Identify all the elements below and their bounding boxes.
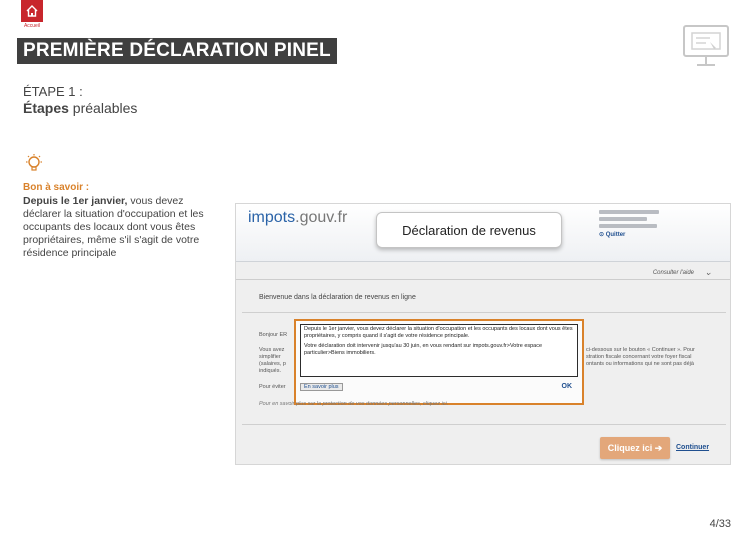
tax-site-screenshot [235,203,731,465]
computer-monitor-icon [680,20,732,72]
divider [242,312,726,313]
site-header [236,204,731,262]
declaration-tab: Déclaration de revenus [376,212,562,248]
page-title: PREMIÈRE DÉCLARATION PINEL [23,40,331,61]
privacy-link[interactable]: Pour en savoir plus sur la protection de vos données personnelles, cliquez ici. [259,401,449,407]
background-text: Pour éviter [259,384,286,390]
learn-more-button[interactable]: En savoir plus [300,383,343,391]
home-button[interactable] [21,0,43,29]
lightbulb-icon [24,153,44,175]
home-icon [25,4,39,18]
help-link[interactable]: Consulter l'aide [652,270,694,276]
page-number: 4/33 [709,518,731,530]
step-title-rest: préalables [68,100,138,116]
blurred-user-info [599,210,689,231]
tip-text-body: vous devez déclarer la situation d'occupation et les occupants des locaux dont vous êtes propriétaires, même s'il s'agit de votre résidence principale [23,195,204,259]
background-text: indiqués. [259,368,282,374]
click-here-button[interactable]: Cliquez ici ➔ [600,437,670,459]
quit-link[interactable]: ⊙ Quitter [599,232,626,238]
chevron-down-icon[interactable]: ⌄ [704,267,712,277]
background-text: Vous avez [259,347,285,353]
page-title-bar [17,38,337,64]
background-text: (salaires, p [259,361,286,367]
dialog-paragraph: Votre déclaration doit intervenir jusqu'au 30 juin, en vous rendant sur impots.gouv.fr>Votre espace particulier>Biens immobiliers. [304,343,543,356]
divider [242,424,726,425]
welcome-text: Bienvenue dans la déclaration de revenus en ligne [259,294,416,301]
tip-text-bold: Depuis le 1er janvier, [23,195,128,207]
ok-button[interactable]: OK [561,383,572,390]
tip-heading: Bon à savoir : [23,182,90,193]
dialog-message [300,324,578,377]
background-text: stration fiscale concernant votre foyer fiscal [586,354,692,360]
continue-link[interactable]: Continuer [676,444,710,451]
step-title-bold: Étapes [23,100,69,116]
background-text: ci-dessous sur le bouton « Continuer ». Pour [586,347,695,353]
info-dialog [294,319,584,405]
background-text: simplifier [259,354,281,360]
greeting-text: Bonjour ER [259,332,288,338]
dialog-paragraph: Depuis le 1er janvier, vous devez déclarer la situation d'occupation et les occupants des locaux dont vous êtes propriétaires, y compris quand il s'agit de votre résidence principale. [304,326,573,339]
home-caption: Accueil [23,23,41,29]
background-text: ontants ou informations qui ne sont pas déjà [586,361,694,367]
step-label: ÉTAPE 1 : [23,84,83,99]
step-title [23,100,137,116]
tip-text [23,195,213,260]
impots-logo: impots.gouv.fr [248,209,348,226]
help-bar [236,266,731,280]
